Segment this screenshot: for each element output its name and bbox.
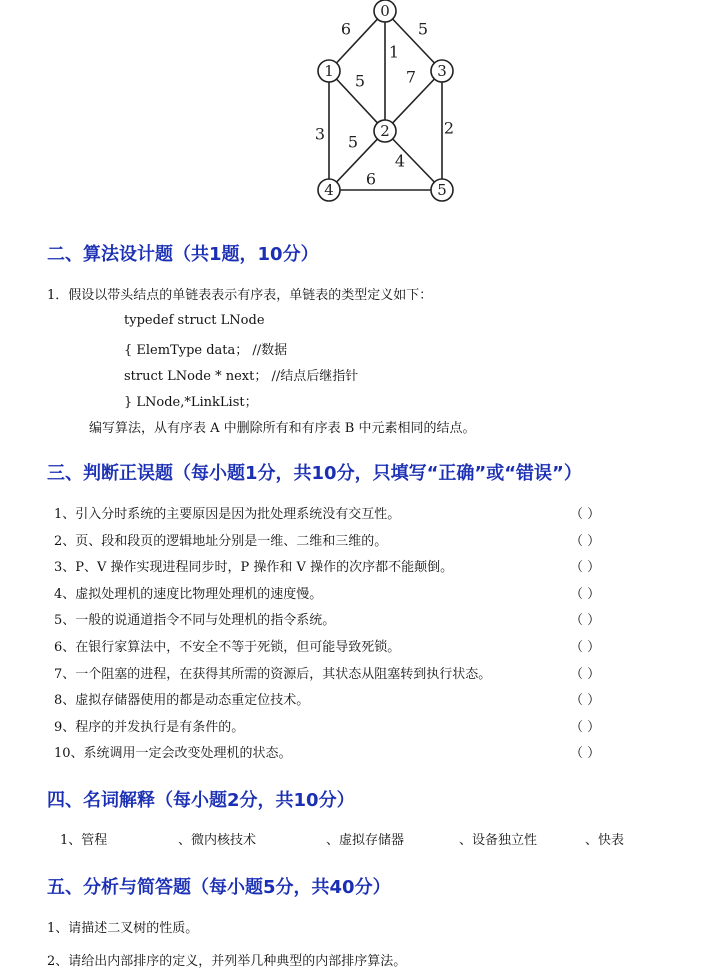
graph-node-label-5: 5 [437,181,447,199]
answer-blank-4[interactable]: （ ） [570,586,601,602]
answer-blank-5[interactable]: （ ） [570,613,601,629]
answer-blank-6[interactable]: （ ） [570,640,601,655]
answer-blank-3[interactable]: （ ） [570,560,601,576]
edge-weight-3-5: 2 [443,118,455,138]
judgement-item-7: 7、一个阻塞的进程，在获得其所需的资源后，其状态从阻塞转到执行状态。 [54,666,492,682]
code-line-3: struct LNode * next； //结点后继指针 [124,369,359,384]
question-2-1: 1．假设以带头结点的单链表表示有序表，单链表的类型定义如下： [47,288,433,303]
code-line-2: { ElemType data； //数据 [124,343,288,358]
graph-node-label-4: 4 [324,181,334,199]
short-answer-2: 2、请给出内部排序的定义，并列举几种典型的内部排序算法。 [47,954,407,969]
judgement-item-2: 2、页、段和段页的逻辑地址分别是一维、二维和三维的。 [54,533,388,549]
edge-weight-2-3: 7 [405,67,417,87]
section-5-title: 五、分析与简答题（每小题5分，共40分） [47,877,391,898]
graph-node-label-3: 3 [437,62,447,80]
term-5: 、快表 [585,833,625,848]
graph-node-label-1: 1 [324,62,334,80]
answer-blank-10[interactable]: （ ） [570,746,601,762]
section-3-title: 三、判断正误题（每小题1分，共10分，只填写“正确”或“错误”） [47,463,582,484]
code-line-4: } LNode,*LinkList； [124,395,258,410]
short-answer-1: 1、请描述二叉树的性质。 [47,921,199,936]
edge-weight-4-5: 6 [365,169,377,189]
graph-edge-2-5 [385,131,442,190]
code-line-1: typedef struct LNode [124,313,265,328]
graph-edge-0-3 [385,11,442,71]
edge-weight-0-3: 5 [417,19,429,39]
task-description: 编写算法，从有序表 A 中删除所有和有序表 B 中元素相同的结点。 [89,421,476,436]
graph-edge-0-1 [329,11,385,71]
edge-weight-0-1: 6 [340,19,352,39]
edge-weight-2-5: 4 [394,151,406,171]
weighted-graph-diagram [300,0,480,210]
edge-weight-1-4: 3 [314,124,326,144]
answer-blank-8[interactable]: （ ） [570,693,601,709]
term-3: 、虚拟存储器 [326,833,405,848]
edge-weight-1-2: 5 [354,71,366,91]
answer-blank-9[interactable]: （ ） [570,719,601,735]
answer-blank-7[interactable]: （ ） [570,666,601,682]
section-4-title: 四、名词解释（每小题2分，共10分） [47,790,355,811]
judgement-item-6: 6、在银行家算法中，不安全不等于死锁，但可能导致死锁。 [54,640,401,655]
term-1: 1、管程 [60,833,108,848]
answer-blank-1[interactable]: （ ） [570,507,601,522]
graph-node-label-0: 0 [380,2,390,20]
judgement-item-9: 9、程序的并发执行是有条件的。 [54,719,245,735]
judgement-item-8: 8、虚拟存储器使用的都是动态重定位技术。 [54,693,310,709]
section-2-title: 二、算法设计题（共1题，10分） [47,244,319,265]
judgement-item-10: 10、系统调用一定会改变处理机的状态。 [54,746,292,762]
edge-weight-2-4: 5 [347,132,359,152]
term-2: 、微内核技术 [178,833,257,848]
judgement-item-4: 4、虚拟处理机的速度比物理处理机的速度慢。 [54,586,323,602]
graph-node-label-2: 2 [380,122,390,140]
term-4: 、设备独立性 [459,833,538,848]
edge-weight-0-2: 1 [388,42,400,62]
judgement-item-3: 3、P、V 操作实现进程同步时，P 操作和 V 操作的次序都不能颠倒。 [54,560,454,576]
judgement-item-1: 1、引入分时系统的主要原因是因为批处理系统没有交互性。 [54,507,401,522]
answer-blank-2[interactable]: （ ） [570,533,601,549]
judgement-item-5: 5、一般的说通道指令不同与处理机的指令系统。 [54,613,336,629]
